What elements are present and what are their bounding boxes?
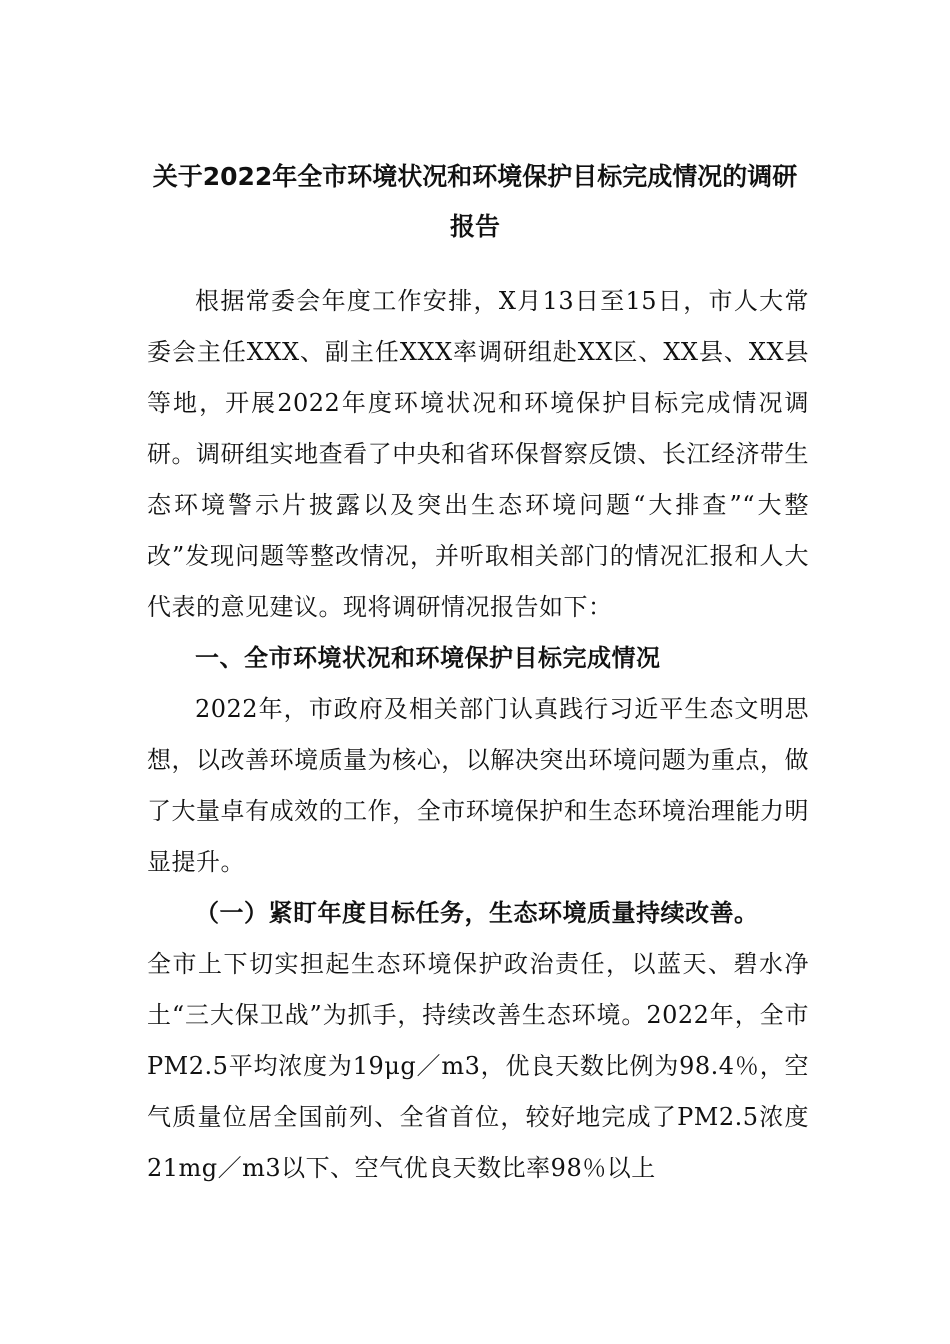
document-body	[147, 276, 809, 1194]
section-heading-1: 一、全市环境状况和环境保护目标完成情况	[195, 644, 661, 672]
paragraph-overview: 2022年，市政府及相关部门认真践行习近平生态文明思想，以改善环境质量为核心，以解决突出环境问题为重点，做了大量卓有成效的工作，全市环境保护和生态环境治理能力明显提升。	[147, 695, 809, 876]
document-title-line-1: 关于2022年全市环境状况和环境保护目标完成情况的调研	[152, 162, 798, 191]
paragraph-intro: 根据常委会年度工作安排，X月13日至15日，市人大常委会主任XXX、副主任XXX率调研组赴XX区、XX县、XX县等地，开展2022年度环境状况和环境保护目标完成情况调研。调研组实地查看了中央和省环保督察反馈、长江经济带生态环境警示片披露以及突出生态环境问题“大排查”“大整改”发现问题等整改情况，并听取相关部门的情况汇报和人大代表的意见建议。现将调研情况报告如下：	[147, 287, 809, 621]
document-title-line-2: 报告	[449, 212, 500, 241]
paragraph-environment-quality: 全市上下切实担起生态环境保护政治责任，以蓝天、碧水净土“三大保卫战”为抓手，持续改善生态环境。2022年，全市PM2.5平均浓度为19μg／m3，优良天数比例为98.4％，空气质量位居全国前列、全省首位，较好地完成了PM2.5浓度21mg／m3以下、空气优良天数比率98％以上	[147, 950, 809, 1182]
subsection-heading-1: （一）紧盯年度目标任务，生态环境质量持续改善。	[195, 899, 759, 927]
